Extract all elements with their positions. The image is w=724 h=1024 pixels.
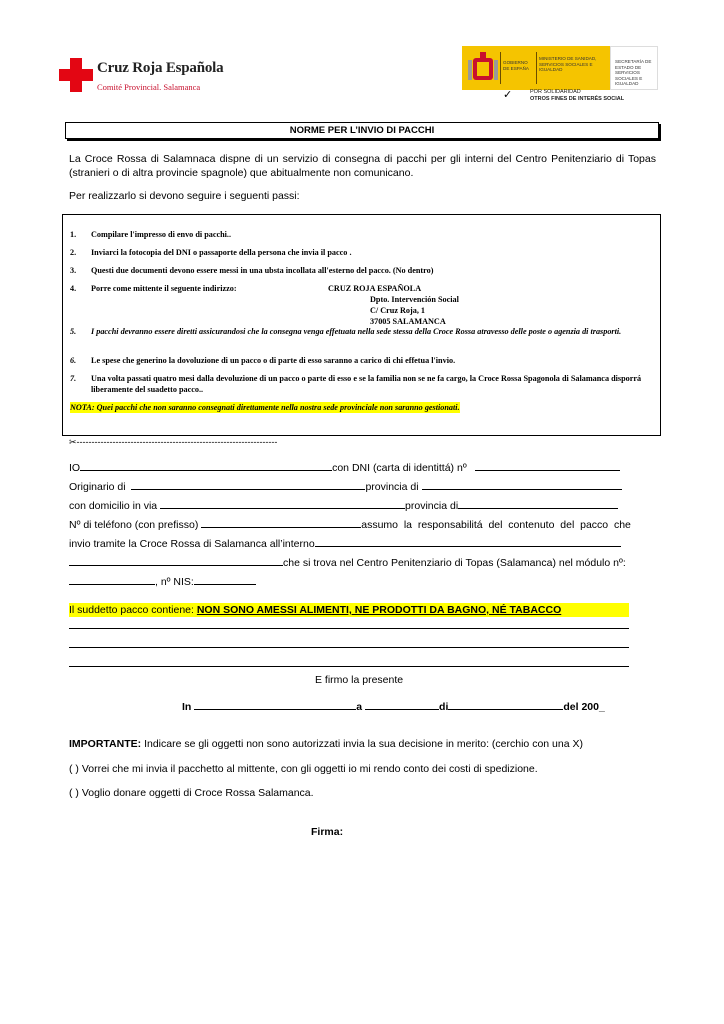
phone-label: Nº di teléfono (con prefisso) <box>69 519 199 531</box>
note-text: NOTA: Quei pacchi che non saranno consegnati direttamente nella nostra sede provinciale non saranno gestionati. <box>70 403 460 412</box>
checkmark-icon: ✓ <box>503 89 513 101</box>
province2-field[interactable] <box>458 497 618 509</box>
step-text: Inviarci la fotocopia del DNI o passaporte della persona che invia il pacco . <box>91 248 352 257</box>
province2-label: provincia di <box>405 500 459 512</box>
intro-paragraph: La Croce Rossa di Salamnaca dispne di un servizio di consegna di pacchi per gli interni del Centro Penitenziario di Topas (stranieri o di altra provincie spagnole) que abitualmente non comunicano. <box>69 153 656 179</box>
responsibility-text: assumo la responsabilitá del contenuto del pacco che <box>361 519 631 531</box>
origin-field[interactable] <box>131 478 365 490</box>
step-number: 6. <box>70 356 77 365</box>
origin-label: Originario di <box>69 481 126 493</box>
solidarity-label: POR SOLIDARIDAD OTROS FINES DE INTERÉS SOCIAL <box>530 89 625 102</box>
street-field[interactable] <box>160 497 405 509</box>
recipient-field[interactable] <box>315 535 621 547</box>
step-text: Compilare l'impresso di envo di pacchi.. <box>91 230 232 239</box>
address-line: 37005 SALAMANCA <box>370 317 446 326</box>
dni-label: con DNI (carta di identittá) nº <box>332 462 467 474</box>
page-title: NORME PER L’INVIO DI PACCHI <box>65 122 659 139</box>
step-number: 3. <box>70 266 77 275</box>
form-row-nis <box>69 573 256 589</box>
important-label: IMPORTANTE: <box>69 738 142 750</box>
form-row-inmate <box>69 554 626 570</box>
contents-warning: NON SONO AMESSI ALIMENTI, NE PRODOTTI DA BAGNO, NÉ TABACCO <box>196 604 562 616</box>
org-name: Cruz Roja Española <box>97 60 224 76</box>
ministry-label: MINISTERIO DE SANIDAD, SERVICIOS SOCIALES E IGUALDAD <box>539 56 597 72</box>
day-field[interactable] <box>365 698 439 710</box>
inmate-name-field[interactable] <box>69 554 283 566</box>
address-line: Dpto. Intervención Social <box>370 295 459 304</box>
intro-steps-label: Per realizzarlo si devono seguire i seguenti passi: <box>69 190 300 202</box>
step-number: 5. <box>70 327 77 336</box>
step-text: Una volta passati quatro mesi dalla devoluzione di un pacco o parte di esso e se la familia non se ne fa cargo, la Croce Rossa Spagonola di Salamanca disporrá liberamente del suadetto pacco.. <box>91 374 642 394</box>
contents-label: Il suddetto pacco contiene: <box>69 604 194 616</box>
in-label: In <box>182 701 192 713</box>
step-text: Le spese che generino la dovoluzione di un pacco o di parte di esso saranno a carico di chi effetua l'invio. <box>91 356 456 365</box>
address-line: CRUZ ROJA ESPAÑOLA <box>328 284 422 293</box>
io-label: IO <box>69 462 81 474</box>
form-row-via <box>69 535 621 551</box>
module-field[interactable] <box>69 573 155 585</box>
government-logo <box>462 46 658 90</box>
contents-field[interactable] <box>69 647 629 648</box>
option-donate[interactable]: ( ) Voglio donare oggetti di Croce Rossa Salamanca. <box>69 787 314 799</box>
step-number: 2. <box>70 248 77 257</box>
province-label: provincia di <box>365 481 419 493</box>
phone-field[interactable] <box>201 516 361 528</box>
address-line: C/ Cruz Roja, 1 <box>370 306 426 315</box>
form-row-name <box>69 459 620 475</box>
coat-of-arms-icon <box>468 52 498 84</box>
place-field[interactable] <box>194 698 356 710</box>
sign-here-text: E firmo la presente <box>315 674 404 686</box>
scissors-cut-line: ✂------------------------------------------------------------------- <box>69 437 278 447</box>
nis-label: , nº NIS: <box>155 576 194 588</box>
contents-field[interactable] <box>69 666 629 667</box>
contents-field[interactable] <box>69 628 629 629</box>
red-cross-icon <box>59 58 93 92</box>
important-text: Indicare se gli oggetti non sono autorizzati invia la sua decisione in merito: (cerchio con una X) <box>144 738 583 750</box>
contents-line <box>69 603 629 617</box>
form-row-origin <box>69 478 622 494</box>
place-date-row <box>182 698 605 714</box>
step-text: Porre come mittente il seguente indirizzo: <box>91 284 237 293</box>
signature-label: Firma: <box>311 826 344 838</box>
important-row <box>69 737 583 751</box>
a-label: a <box>356 701 363 713</box>
domicile-label: con domicilio in via <box>69 500 158 512</box>
step-number: 7. <box>70 374 77 383</box>
year-label: del 200_ <box>563 701 605 713</box>
secretary-label: SECRETARÍA DE ESTADO DE SERVICIOS SOCIALES E IGUALDAD <box>615 59 652 86</box>
province-field[interactable] <box>422 478 622 490</box>
step-text: I pacchi devranno essere diretti assicurandosi che la consegna venga effetuata nella sede stessa della Croce Rossa atravesso delle poste o agenzia di trasporti. <box>91 327 622 336</box>
form-row-address <box>69 497 618 513</box>
step-number: 4. <box>70 284 77 293</box>
dni-field[interactable] <box>475 459 620 471</box>
form-row-phone <box>69 516 656 532</box>
via-text: invio tramite la Croce Rossa di Salamanca all’interno <box>69 538 315 550</box>
step-text: Questi due documenti devono essere messi in una ubsta incollata all'esterno del pacco. (No dentro) <box>91 266 434 275</box>
nis-field[interactable] <box>194 573 256 585</box>
step-number: 1. <box>70 230 77 239</box>
di-label: di <box>439 701 449 713</box>
gov-label: GOBIERNO DE ESPAÑA <box>503 60 529 71</box>
month-field[interactable] <box>448 698 563 710</box>
org-subtitle: Comité Provincial. Salamanca <box>97 82 201 92</box>
option-return[interactable]: ( ) Vorrei che mi invia il pacchetto al mittente, con gli oggetti io mi rendo conto dei costi di spedizione. <box>69 763 538 775</box>
inmate-text: che si trova nel Centro Penitenziario di Topas (Salamanca) nel módulo nº: <box>283 557 626 569</box>
name-field[interactable] <box>80 459 332 471</box>
